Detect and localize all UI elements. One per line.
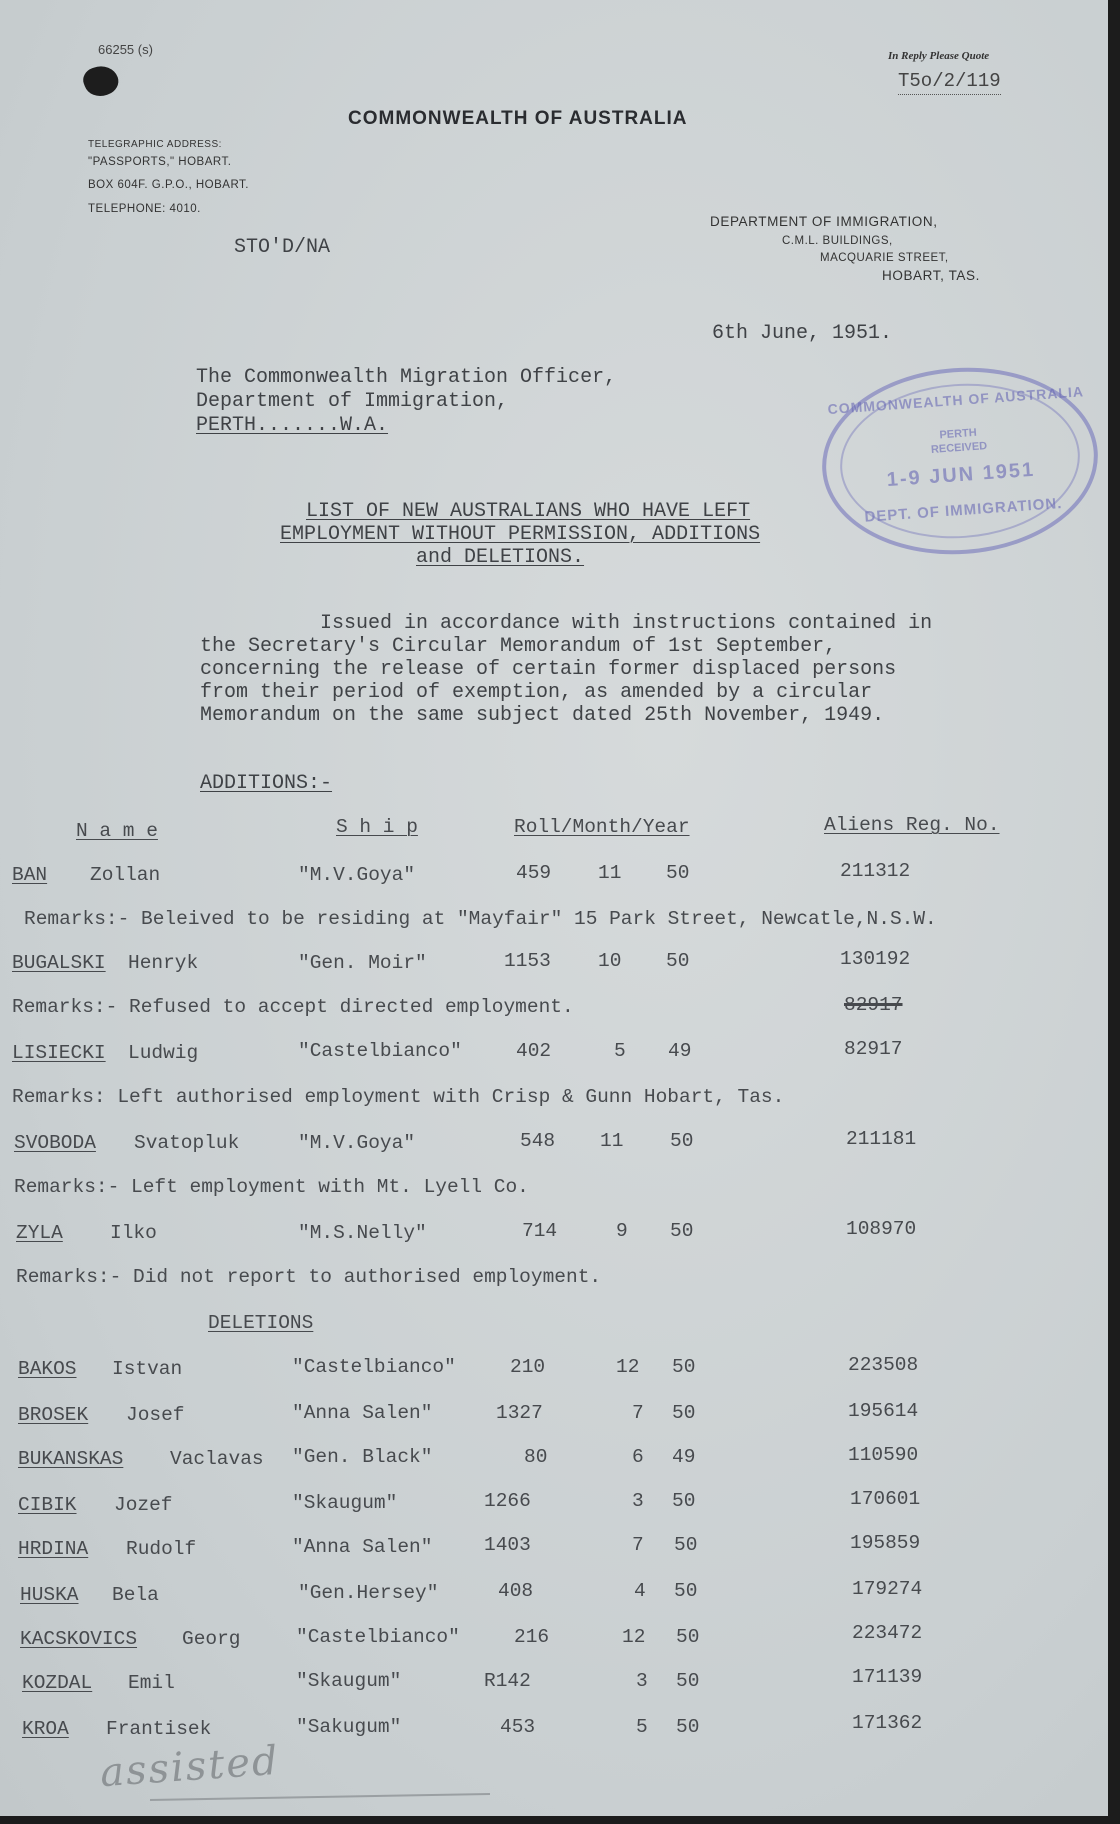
month: 4 [634, 1580, 646, 1602]
letterhead-title: COMMONWEALTH OF AUSTRALIA [348, 108, 688, 129]
ship: "Gen.Hersey" [298, 1582, 439, 1604]
surname: KROA [22, 1718, 69, 1740]
year: 50 [666, 862, 690, 884]
aliens-reg: 211181 [846, 1128, 917, 1150]
month: 11 [598, 862, 622, 884]
remark: Remarks:- Did not report to authorised employment. [16, 1266, 602, 1288]
roll: 210 [510, 1356, 546, 1378]
year: 50 [674, 1580, 698, 1602]
aliens-reg: 171139 [852, 1666, 923, 1688]
intro-line-2: the Secretary's Circular Memorandum of 1st September, [200, 635, 837, 658]
month: 11 [600, 1130, 624, 1152]
year: 50 [676, 1716, 700, 1738]
addressee-line-3: PERTH.......W.A. [196, 414, 389, 437]
month: 10 [598, 950, 622, 972]
ship: "Skaugum" [296, 1670, 402, 1692]
intro-line-1: Issued in accordance with instructions contained in [320, 612, 933, 635]
dept-city: HOBART, TAS. [882, 268, 980, 283]
reference-number: 66255 (s) [98, 42, 153, 57]
ship: "Anna Salen" [292, 1402, 433, 1424]
aliens-reg: 195614 [848, 1400, 919, 1422]
month: 12 [616, 1356, 640, 1378]
given-name: Rudolf [126, 1538, 197, 1560]
year: 49 [668, 1040, 692, 1062]
month: 5 [614, 1040, 626, 1062]
surname: CIBIK [18, 1494, 77, 1516]
ship: "Sakugum" [296, 1716, 402, 1738]
year: 50 [666, 950, 690, 972]
additions-heading: ADDITIONS:- [200, 772, 333, 795]
surname: HUSKA [20, 1584, 79, 1606]
telephone: TELEPHONE: 4010. [88, 203, 201, 215]
roll: 1266 [484, 1490, 531, 1512]
roll: 408 [498, 1580, 534, 1602]
column-ship: S h i p [336, 816, 418, 838]
roll: 459 [516, 862, 552, 884]
ship: "M.V.Goya" [298, 1132, 416, 1154]
ink-blot [80, 61, 122, 101]
column-name: N a m e [76, 820, 158, 842]
letter-date: 6th June, 1951. [712, 322, 893, 345]
roll: 1403 [484, 1534, 531, 1556]
remark: Remarks: Left authorised employment with Crisp & Gunn Hobart, Tas. [12, 1086, 785, 1108]
year: 50 [674, 1534, 698, 1556]
remark: Remarks:- Refused to accept directed employment. [12, 996, 574, 1018]
remark: Remarks:- Beleived to be residing at "Mayfair" 15 Park Street, Newcatle,N.S.W. [24, 908, 937, 930]
quote-reference: T5o/2/119 [898, 70, 1001, 95]
roll: 548 [520, 1130, 556, 1152]
aliens-reg: 171362 [852, 1712, 923, 1734]
column-aliens-reg: Aliens Reg. No. [824, 814, 1000, 836]
given-name: Istvan [112, 1358, 183, 1380]
given-name: Ludwig [128, 1042, 199, 1064]
ship: "Castelbianco" [298, 1040, 462, 1062]
roll: 1153 [504, 950, 551, 972]
intro-line-3: concerning the release of certain former displaced persons [200, 658, 897, 681]
ship: "M.V.Goya" [298, 864, 416, 886]
aliens-reg: 179274 [852, 1578, 923, 1600]
handwritten-underline [150, 1793, 490, 1801]
given-name: Zollan [90, 864, 161, 886]
list-title-line-2: EMPLOYMENT WITHOUT PERMISSION, ADDITIONS [280, 523, 761, 546]
ship: "M.S.Nelly" [298, 1222, 427, 1244]
list-title-line-1: LIST OF NEW AUSTRALIANS WHO HAVE LEFT [306, 500, 751, 523]
roll: 714 [522, 1220, 558, 1242]
deletions-heading: DELETIONS [208, 1312, 314, 1334]
aliens-reg: 130192 [840, 948, 911, 970]
aliens-reg: 223508 [848, 1354, 919, 1376]
ship: "Gen. Moir" [298, 952, 427, 974]
dept-name: DEPARTMENT OF IMMIGRATION, [710, 214, 938, 229]
dept-street: MACQUARIE STREET, [820, 252, 949, 264]
roll: 80 [524, 1446, 548, 1468]
surname: HRDINA [18, 1538, 89, 1560]
ship: "Castelbianco" [292, 1356, 456, 1378]
surname: BUGALSKI [12, 952, 106, 974]
year: 50 [676, 1626, 700, 1648]
intro-line-4: from their period of exemption, as amended by a circular [200, 681, 873, 704]
telegraphic-label: TELEGRAPHIC ADDRESS: [88, 139, 222, 150]
roll: 453 [500, 1716, 536, 1738]
received-stamp: COMMONWEALTH OF AUSTRALIA PERTH RECEIVED 1-9 JUN 1951 DEPT. OF IMMIGRATION. [816, 359, 1104, 564]
month: 7 [632, 1534, 644, 1556]
given-name: Ilko [110, 1222, 157, 1244]
given-name: Bela [112, 1584, 159, 1606]
aliens-reg: 195859 [850, 1532, 921, 1554]
month: 9 [616, 1220, 628, 1242]
month: 7 [632, 1402, 644, 1424]
intro-line-5: Memorandum on the same subject dated 25th November, 1949. [200, 704, 885, 727]
typist-initials: STO'D/NA [234, 236, 331, 259]
year: 50 [672, 1490, 696, 1512]
column-roll: Roll/Month/Year [514, 816, 690, 838]
addressee-line-1: The Commonwealth Migration Officer, [196, 366, 617, 389]
surname: ZYLA [16, 1222, 63, 1244]
aliens-reg: 211312 [840, 860, 911, 882]
month: 6 [632, 1446, 644, 1468]
roll: 216 [514, 1626, 550, 1648]
ship: "Castelbianco" [296, 1626, 460, 1648]
surname: KOZDAL [22, 1672, 93, 1694]
surname: LISIECKI [12, 1042, 106, 1064]
year: 50 [672, 1402, 696, 1424]
ship: "Gen. Black" [292, 1446, 433, 1468]
postal-box: BOX 604F. G.P.O., HOBART. [88, 179, 249, 191]
surname: BROSEK [18, 1404, 89, 1426]
handwritten-annotation: assisted [98, 1737, 281, 1797]
aliens-reg: 110590 [848, 1444, 919, 1466]
given-name: Emil [128, 1672, 175, 1694]
month: 3 [632, 1490, 644, 1512]
year: 49 [672, 1446, 696, 1468]
surname: BAKOS [18, 1358, 77, 1380]
given-name: Henryk [128, 952, 199, 974]
given-name: Frantisek [106, 1718, 212, 1740]
roll: 1327 [496, 1402, 543, 1424]
aliens-reg: 170601 [850, 1488, 921, 1510]
year: 50 [676, 1670, 700, 1692]
surname: BUKANSKAS [18, 1448, 124, 1470]
aliens-reg: 108970 [846, 1218, 917, 1240]
year: 50 [670, 1220, 694, 1242]
telegraphic-address: "PASSPORTS," HOBART. [88, 156, 232, 168]
given-name: Svatopluk [134, 1132, 240, 1154]
year: 50 [672, 1356, 696, 1378]
aliens-reg: 82917 [844, 1038, 903, 1060]
dept-building: C.M.L. BUILDINGS, [782, 235, 893, 247]
remark: Remarks:- Left employment with Mt. Lyell Co. [14, 1176, 529, 1198]
given-name: Georg [182, 1628, 241, 1650]
struck-number: 82917 [844, 994, 903, 1016]
aliens-reg: 223472 [852, 1622, 923, 1644]
quote-label: In Reply Please Quote [888, 50, 990, 62]
roll: 402 [516, 1040, 552, 1062]
surname: KACSKOVICS [20, 1628, 138, 1650]
month: 12 [622, 1626, 646, 1648]
surname: BAN [12, 864, 48, 886]
ship: "Skaugum" [292, 1492, 398, 1514]
ship: "Anna Salen" [292, 1536, 433, 1558]
month: 5 [636, 1716, 648, 1738]
roll: R142 [484, 1670, 531, 1692]
month: 3 [636, 1670, 648, 1692]
given-name: Jozef [114, 1494, 173, 1516]
year: 50 [670, 1130, 694, 1152]
list-title-line-3: and DELETIONS. [416, 546, 585, 569]
addressee-line-2: Department of Immigration, [196, 390, 509, 413]
surname: SVOBODA [14, 1132, 96, 1154]
given-name: Josef [126, 1404, 185, 1426]
given-name: Vaclavas [170, 1448, 264, 1470]
